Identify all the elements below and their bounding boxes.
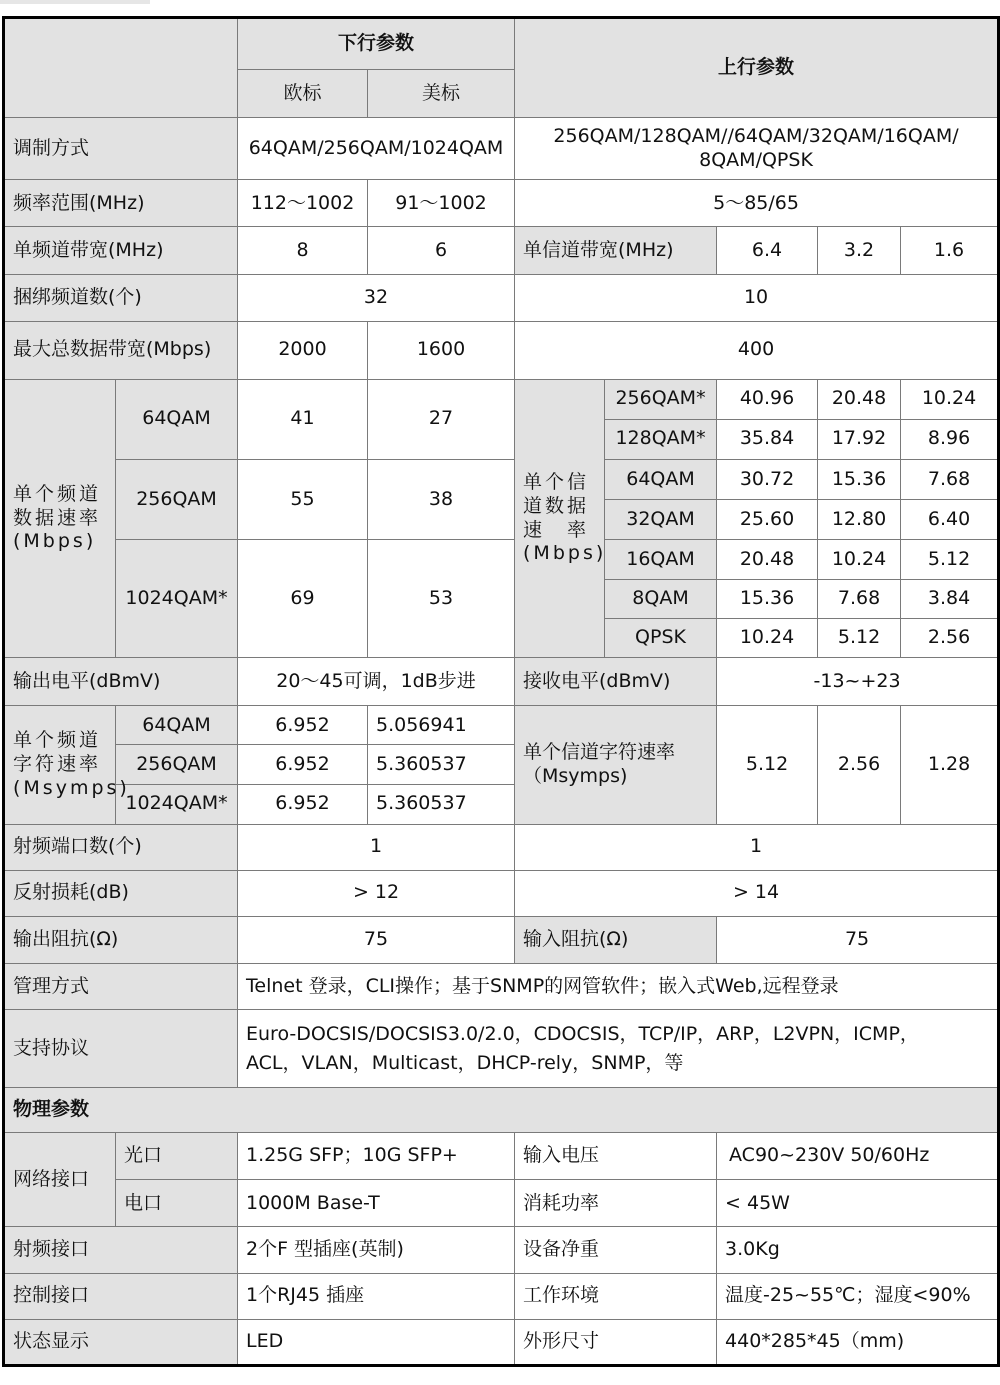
physical-row: [4, 1273, 999, 1319]
up-bandwidth-label: 单信道带宽(MHz): [515, 227, 717, 274]
weight-label: 设备净重: [515, 1227, 717, 1273]
protocols-label: 支持协议: [4, 1009, 238, 1087]
up-rate-mod: 8QAM: [605, 580, 717, 619]
down-symbol-rate-label: [4, 706, 130, 824]
corner-cell: [4, 18, 238, 118]
max-bandwidth-row: [4, 321, 999, 379]
dimensions-value: 440*285*45（mm): [717, 1319, 999, 1365]
up-rate-value: 10.24: [901, 379, 999, 419]
environment-value: 温度-25~55℃；湿度<90%: [717, 1273, 999, 1319]
up-rate-value: 17.92: [818, 419, 901, 459]
control-interface-value: 1个RJ45 插座: [238, 1273, 515, 1319]
up-rate-value: 20.48: [818, 379, 901, 419]
up-rate-value: 15.36: [717, 580, 818, 619]
management-label: 管理方式: [4, 963, 238, 1009]
spec-table: [2, 16, 1000, 1367]
management-value: Telnet 登录，CLI操作；基于SNMP的网管软件；嵌入式Web,远程登录: [238, 963, 999, 1009]
down-rate-eu: 69: [238, 540, 368, 658]
down-symbol-mod: 64QAM: [116, 706, 238, 745]
down-rate-mod: 256QAM: [116, 459, 238, 539]
input-impedance-value: 75: [717, 916, 999, 963]
down-rate-eu: 41: [238, 379, 368, 459]
up-rate-mod: QPSK: [605, 619, 717, 658]
up-rate-value: 20.48: [717, 540, 818, 580]
return-loss-row: [4, 870, 999, 916]
down-symbol-us: 5.360537: [368, 784, 515, 824]
up-symbol-value: 1.28: [901, 706, 999, 824]
bonded-row: [4, 274, 999, 321]
max-bandwidth-label: 最大总数据带宽(Mbps): [4, 321, 238, 379]
physical-row: [4, 1319, 999, 1365]
rf-ports-down: 1: [238, 824, 515, 870]
up-symbol-value: 5.12: [717, 706, 818, 824]
network-interface-label: 网络接口: [4, 1133, 116, 1227]
up-rate-value: 30.72: [717, 459, 818, 499]
up-rate-value: 15.36: [818, 459, 901, 499]
up-rate-value: 3.84: [901, 580, 999, 619]
up-symbol-value: 2.56: [818, 706, 901, 824]
up-symbol-rate-label-line2: （Msymps): [523, 764, 628, 787]
freq-range-label: 频率范围(MHz): [4, 180, 238, 227]
up-rate-label-line2: 道数据: [523, 494, 590, 517]
up-rate-mod: 64QAM: [605, 459, 717, 499]
up-rate-mod: 256QAM*: [605, 379, 717, 419]
modulation-row: [4, 118, 999, 180]
downstream-header: 下行参数: [238, 18, 515, 70]
output-level-label: 输出电平(dBmV): [4, 658, 238, 706]
down-symbol-mod: 1024QAM*: [116, 784, 238, 824]
down-rate-label: [4, 379, 116, 658]
down-symbol-eu: 6.952: [238, 745, 368, 784]
down-rate-label-line1: 单个频道: [13, 482, 102, 505]
up-rate-value: 2.56: [901, 619, 999, 658]
down-symbol-mod: 256QAM: [116, 745, 238, 784]
environment-label: 工作环境: [515, 1273, 717, 1319]
physical-row: [4, 1180, 999, 1227]
rf-interface-value: 2个F 型插座(英制): [238, 1227, 515, 1273]
bonded-label: 捆绑频道数(个): [4, 274, 238, 321]
protocols-line1: Euro-DOCSIS/DOCSIS3.0/2.0，CDOCSIS，TCP/IP，ARP，L2VPN，ICMP，: [246, 1023, 919, 1046]
up-rate-value: 12.80: [818, 499, 901, 539]
bandwidth-label: 单频道带宽(MHz): [4, 227, 238, 274]
physical-header-row: [4, 1088, 999, 1133]
receive-level-value: -13~+23: [717, 658, 999, 706]
up-rate-label-line1: 单个信: [523, 471, 590, 493]
max-bandwidth-us: 1600: [368, 321, 515, 379]
physical-row: [4, 1227, 999, 1273]
symbol-rate-row: [4, 706, 999, 745]
input-voltage-value: AC90~230V 50/60Hz: [717, 1133, 999, 1180]
up-rate-label-line3: 速 率: [523, 518, 590, 541]
up-rate-value: 10.24: [717, 619, 818, 658]
protocols-value: [238, 1009, 999, 1087]
upstream-header: 上行参数: [515, 18, 999, 118]
down-rate-us: 27: [368, 379, 515, 459]
return-loss-label: 反射损耗(dB): [4, 870, 238, 916]
eu-standard-header: 欧标: [238, 70, 368, 118]
impedance-row: [4, 916, 999, 963]
up-symbol-rate-label: [515, 706, 717, 824]
max-bandwidth-up: 400: [515, 321, 999, 379]
freq-range-eu: 112～1002: [238, 180, 368, 227]
header-row: [4, 18, 999, 70]
output-level-row: [4, 658, 999, 706]
down-symbol-eu: 6.952: [238, 706, 368, 745]
down-symbol-us: 5.360537: [368, 745, 515, 784]
rf-ports-up: 1: [515, 824, 999, 870]
up-bandwidth-value: 1.6: [901, 227, 999, 274]
management-row: [4, 963, 999, 1009]
bonded-down: 32: [238, 274, 515, 321]
up-rate-mod: 32QAM: [605, 499, 717, 539]
status-display-value: LED: [238, 1319, 515, 1365]
input-voltage-label: 输入电压: [515, 1133, 717, 1180]
up-rate-label-line4: (Mbps): [523, 542, 607, 565]
input-impedance-label: 输入阻抗(Ω): [515, 916, 717, 963]
up-rate-label: [515, 379, 605, 658]
down-rate-eu: 55: [238, 459, 368, 539]
protocols-row: [4, 1009, 999, 1087]
up-rate-mod: 16QAM: [605, 540, 717, 580]
receive-level-label: 接收电平(dBmV): [515, 658, 717, 706]
optical-port-value: 1.25G SFP；10G SFP+: [238, 1133, 515, 1180]
up-rate-value: 7.68: [818, 580, 901, 619]
max-bandwidth-eu: 2000: [238, 321, 368, 379]
control-interface-label: 控制接口: [4, 1273, 238, 1319]
up-symbol-rate-label-line1: 单个信道字符速率: [523, 741, 676, 764]
physical-title: 物理参数: [4, 1088, 999, 1133]
down-symbol-us: 5.056941: [368, 706, 515, 745]
down-rate-label-line2: 数据速率: [13, 506, 102, 529]
up-rate-value: 5.12: [818, 619, 901, 658]
output-impedance-label: 输出阻抗(Ω): [4, 916, 238, 963]
modulation-label: 调制方式: [4, 118, 238, 180]
down-rate-mod: 1024QAM*: [116, 540, 238, 658]
up-rate-value: 25.60: [717, 499, 818, 539]
optical-port-label: 光口: [116, 1133, 238, 1180]
down-symbol-rate-label-line3: (Msymps): [13, 776, 130, 799]
return-loss-down: > 12: [238, 870, 515, 916]
up-rate-value: 35.84: [717, 419, 818, 459]
output-impedance-value: 75: [238, 916, 515, 963]
freq-range-us: 91～1002: [368, 180, 515, 227]
down-rate-label-line3: (Mbps): [13, 530, 97, 553]
dimensions-label: 外形尺寸: [515, 1319, 717, 1365]
rf-interface-label: 射频接口: [4, 1227, 238, 1273]
rate-row: [4, 459, 999, 499]
modulation-up-line2: 8QAM/QPSK: [699, 148, 813, 171]
rf-ports-row: [4, 824, 999, 870]
freq-range-row: [4, 180, 999, 227]
down-symbol-rate-label-line1: 单个频道: [13, 729, 102, 752]
bandwidth-row: [4, 227, 999, 274]
up-rate-value: 40.96: [717, 379, 818, 419]
modulation-down: 64QAM/256QAM/1024QAM: [238, 118, 515, 180]
protocols-line2: ACL，VLAN，Multicast，DHCP-rely，SNMP，等: [246, 1051, 684, 1074]
physical-row: [4, 1133, 999, 1180]
up-rate-value: 6.40: [901, 499, 999, 539]
bandwidth-us: 6: [368, 227, 515, 274]
status-display-label: 状态显示: [4, 1319, 238, 1365]
electric-port-label: 电口: [116, 1180, 238, 1227]
up-bandwidth-value: 3.2: [818, 227, 901, 274]
output-level-value: 20～45可调，1dB步进: [238, 658, 515, 706]
down-rate-us: 53: [368, 540, 515, 658]
bandwidth-eu: 8: [238, 227, 368, 274]
rate-row: [4, 540, 999, 580]
freq-range-up: 5～85/65: [515, 180, 999, 227]
us-standard-header: 美标: [368, 70, 515, 118]
down-rate-us: 38: [368, 459, 515, 539]
weight-value: 3.0Kg: [717, 1227, 999, 1273]
modulation-up: [515, 118, 999, 180]
up-bandwidth-value: 6.4: [717, 227, 818, 274]
power-label: 消耗功率: [515, 1180, 717, 1227]
up-rate-value: 8.96: [901, 419, 999, 459]
electric-port-value: 1000M Base-T: [238, 1180, 515, 1227]
down-symbol-eu: 6.952: [238, 784, 368, 824]
return-loss-up: > 14: [515, 870, 999, 916]
top-edge-strip: [0, 0, 150, 4]
down-symbol-rate-label-line2: 字符速率: [13, 753, 102, 776]
up-rate-value: 5.12: [901, 540, 999, 580]
rate-row: [4, 379, 999, 419]
bonded-up: 10: [515, 274, 999, 321]
power-value: < 45W: [717, 1180, 999, 1227]
up-rate-mod: 128QAM*: [605, 419, 717, 459]
up-rate-value: 7.68: [901, 459, 999, 499]
rf-ports-label: 射频端口数(个): [4, 824, 238, 870]
modulation-up-line1: 256QAM/128QAM//64QAM/32QAM/16QAM/: [553, 125, 959, 148]
down-rate-mod: 64QAM: [116, 379, 238, 459]
up-rate-value: 10.24: [818, 540, 901, 580]
